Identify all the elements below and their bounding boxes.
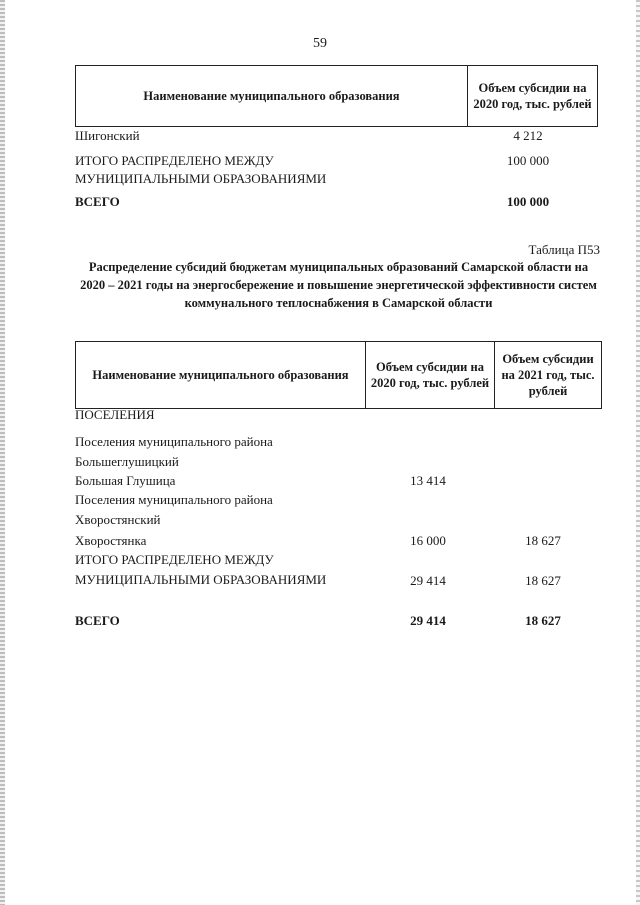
table2-row-name: ВСЕГО <box>75 613 120 628</box>
table2-row-name: Поселения муниципального района Большеглушицкий <box>75 434 273 469</box>
table1-header <box>75 65 598 127</box>
table2-row-value-2021: 18 627 <box>525 613 561 628</box>
table1-row-name: Шигонский <box>75 128 140 143</box>
table2-header-subsidy-2020: Объем субсидии на 2020 год, тыс. рублей <box>366 342 495 409</box>
table2-row-value-2021: 18 627 <box>525 533 561 548</box>
table2-row-name: ПОСЕЛЕНИЯ <box>75 407 155 422</box>
page-number: 59 <box>313 36 327 51</box>
table2-row-value-2020: 29 414 <box>410 613 446 628</box>
table1-header-subsidy-2020: Объем субсидии на 2020 год, тыс. рублей <box>468 66 598 127</box>
table2-row-name: Большая Глушица <box>75 473 176 488</box>
table2-row-value-2020: 16 000 <box>410 533 446 548</box>
table1-row-value-2020: 4 212 <box>513 128 543 143</box>
table2-row-name: ИТОГО РАСПРЕДЕЛЕНО МЕЖДУ МУНИЦИПАЛЬНЫМИ ОБРАЗОВАНИЯМИ <box>75 552 327 587</box>
table2-row-value-2020: 29 414 <box>410 573 446 588</box>
table2-row-value-2020: 13 414 <box>410 473 446 488</box>
table1-row-name: ВСЕГО <box>75 194 120 209</box>
table2-row-name: Хворостянка <box>75 533 147 548</box>
table2-header-name: Наименование муниципального образования <box>76 342 366 409</box>
scan-right-edge <box>636 0 640 905</box>
table1-row-name: ИТОГО РАСПРЕДЕЛЕНО МЕЖДУ МУНИЦИПАЛЬНЫМИ ОБРАЗОВАНИЯМИ <box>75 153 327 186</box>
table-label: Таблица П53 <box>528 242 600 257</box>
table1-row-value-2020: 100 000 <box>506 194 550 209</box>
table2-row-name: Поселения муниципального района Хворостянский <box>75 492 273 527</box>
table-caption: Распределение субсидий бюджетам муниципальных образований Самарской области на 2020 – 2021 годы на энергосбережение и повышение энергетической эффективности систем коммунального теплоснабжения в Самарской области <box>80 260 597 310</box>
table2-row-value-2021: 18 627 <box>525 573 561 588</box>
table2-header-subsidy-2021: Объем субсидии на 2021 год, тыс. рублей <box>495 342 602 409</box>
scan-left-edge <box>0 0 5 905</box>
table1-row-value-2020: 100 000 <box>506 153 550 168</box>
table2-header <box>75 341 602 409</box>
table1-header-name: Наименование муниципального образования <box>76 66 468 127</box>
